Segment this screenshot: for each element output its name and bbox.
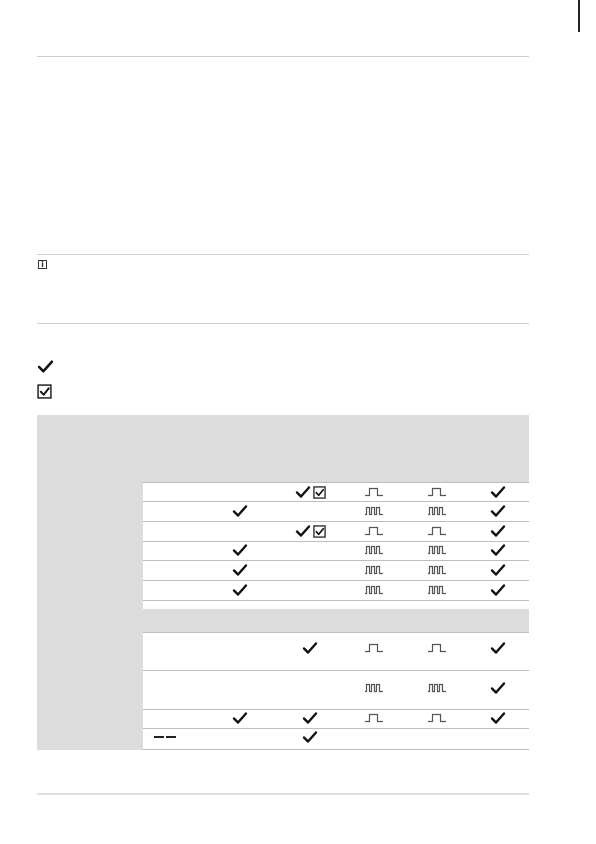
single-pulse-icon bbox=[364, 487, 384, 497]
table-row-divider bbox=[143, 728, 529, 729]
pulse-train-icon bbox=[427, 545, 447, 555]
pulse-train-icon bbox=[364, 545, 384, 555]
single-pulse-icon bbox=[427, 643, 447, 653]
table-row-divider bbox=[143, 580, 529, 581]
check-icon bbox=[490, 681, 506, 695]
info-icon: i bbox=[38, 260, 47, 269]
check-icon bbox=[232, 504, 248, 518]
check-icon bbox=[490, 485, 506, 499]
page-edge-mark bbox=[578, 0, 580, 32]
check-icon bbox=[490, 583, 506, 597]
pulse-train-icon bbox=[427, 565, 447, 575]
check-icon bbox=[490, 711, 506, 725]
table-row-divider bbox=[143, 541, 529, 542]
check-icon bbox=[232, 543, 248, 557]
table-row-header-column bbox=[37, 482, 143, 750]
bottom-rule bbox=[37, 793, 529, 795]
single-pulse-icon bbox=[364, 526, 384, 536]
check-icon bbox=[490, 543, 506, 557]
check-icon bbox=[302, 730, 318, 744]
pulse-train-icon bbox=[364, 506, 384, 516]
table-row-divider bbox=[143, 670, 529, 671]
checked-box-icon bbox=[313, 525, 326, 538]
check-icon bbox=[232, 563, 248, 577]
table-row-divider bbox=[143, 501, 529, 502]
check-icon bbox=[490, 524, 506, 538]
table-row-divider bbox=[143, 632, 529, 633]
table-row-divider bbox=[143, 749, 529, 750]
check-icon bbox=[490, 504, 506, 518]
check-icon bbox=[302, 711, 318, 725]
table-row-divider bbox=[143, 482, 529, 483]
pulse-train-icon bbox=[364, 683, 384, 693]
check-icon bbox=[232, 583, 248, 597]
signal-table bbox=[37, 415, 529, 750]
pulse-train-icon bbox=[427, 506, 447, 516]
note-bottom-rule bbox=[37, 323, 529, 324]
double-dash-icon bbox=[166, 736, 176, 738]
table-group-separator bbox=[143, 609, 529, 632]
check-icon bbox=[295, 485, 311, 499]
top-rule bbox=[37, 56, 529, 57]
pulse-train-icon bbox=[364, 565, 384, 575]
check-icon bbox=[490, 641, 506, 655]
table-row-divider bbox=[143, 521, 529, 522]
table-row-divider bbox=[143, 600, 529, 601]
checked-box-icon bbox=[313, 486, 326, 499]
single-pulse-icon bbox=[364, 643, 384, 653]
checked-box-icon bbox=[37, 384, 52, 399]
single-pulse-icon bbox=[427, 713, 447, 723]
single-pulse-icon bbox=[427, 487, 447, 497]
single-pulse-icon bbox=[427, 526, 447, 536]
pulse-train-icon bbox=[427, 585, 447, 595]
check-icon bbox=[295, 524, 311, 538]
check-icon bbox=[37, 359, 54, 374]
check-icon bbox=[232, 711, 248, 725]
single-pulse-icon bbox=[364, 713, 384, 723]
pulse-train-icon bbox=[364, 585, 384, 595]
note-top-rule bbox=[37, 254, 529, 255]
table-row-divider bbox=[143, 709, 529, 710]
double-dash-icon bbox=[154, 736, 164, 738]
check-icon bbox=[302, 641, 318, 655]
table-header bbox=[37, 415, 529, 482]
pulse-train-icon bbox=[427, 683, 447, 693]
table-row-divider bbox=[143, 560, 529, 561]
check-icon bbox=[490, 563, 506, 577]
